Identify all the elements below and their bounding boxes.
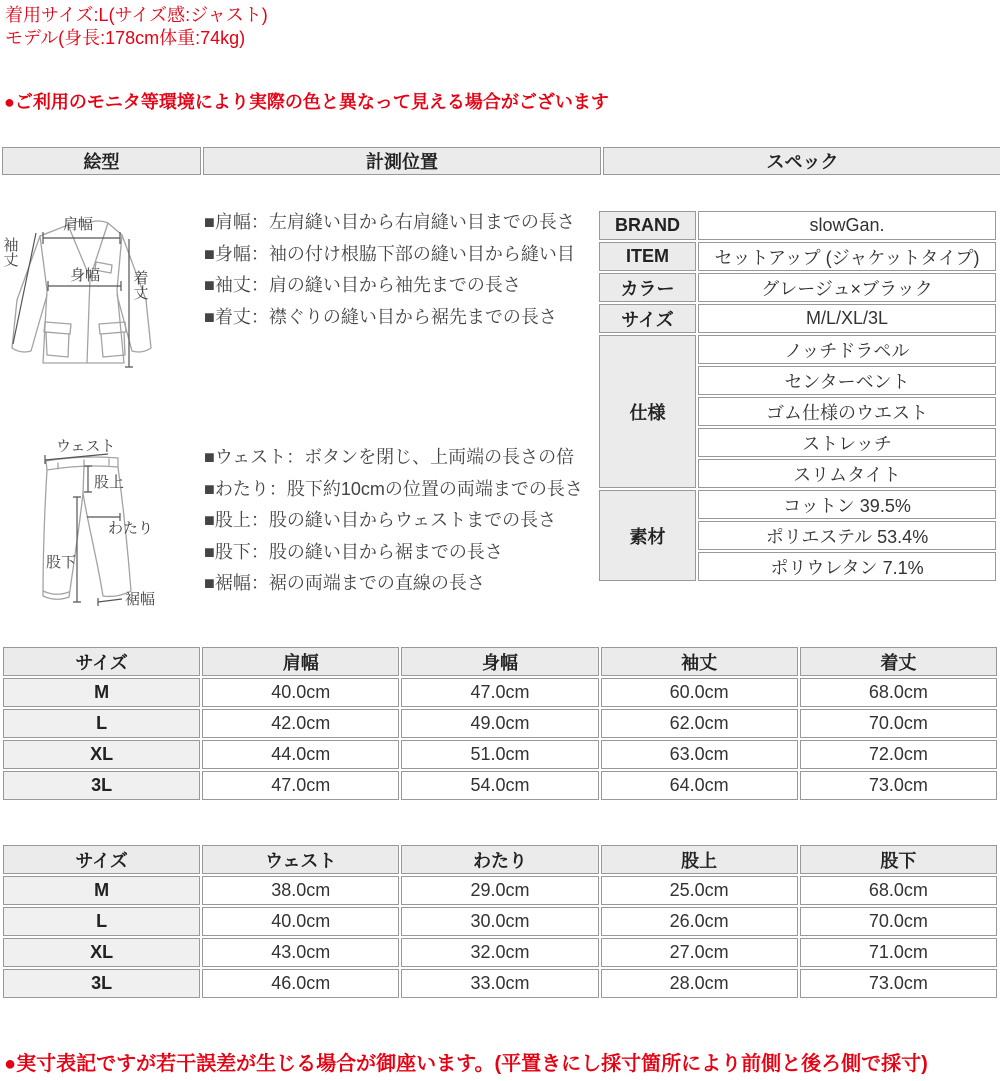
size-cell: XL bbox=[3, 938, 200, 967]
guide-header-measure-position: 計測位置 bbox=[203, 147, 601, 175]
value-cell: 47.0cm bbox=[202, 771, 399, 800]
jacket-size-header-row bbox=[3, 647, 997, 676]
table-row bbox=[3, 740, 997, 769]
value-cell: 40.0cm bbox=[202, 678, 399, 707]
col-header-sleeve: 袖丈 bbox=[601, 647, 798, 676]
value-cell: 71.0cm bbox=[800, 938, 997, 967]
col-header-waist: ウェスト bbox=[202, 845, 399, 874]
spec-feature-value: ノッチドラペル bbox=[698, 335, 996, 364]
pants-measure-descriptions bbox=[204, 442, 604, 600]
size-cell: L bbox=[3, 709, 200, 738]
value-cell: 60.0cm bbox=[601, 678, 798, 707]
spec-table bbox=[597, 209, 998, 583]
desc-shoulder: ■肩幅：左肩縫い目から右肩縫い目までの長さ bbox=[204, 212, 575, 232]
value-cell: 25.0cm bbox=[601, 876, 798, 905]
value-cell: 43.0cm bbox=[202, 938, 399, 967]
pants-line-drawing-icon bbox=[0, 430, 200, 630]
wear-size-line: 着用サイズ:L(サイズ感:ジャスト) bbox=[5, 5, 268, 25]
table-row bbox=[3, 907, 997, 936]
spec-brand-value: slowGan. bbox=[698, 211, 996, 240]
desc-inseam: ■股下：股の縫い目から裾までの長さ bbox=[204, 541, 503, 562]
spec-material-value: ポリエステル 53.4% bbox=[698, 521, 996, 550]
table-row bbox=[3, 938, 997, 967]
value-cell: 51.0cm bbox=[401, 740, 598, 769]
spec-brand-label: BRAND bbox=[599, 211, 696, 240]
spec-material-value: コットン 39.5% bbox=[698, 490, 996, 519]
spec-color-label: カラー bbox=[599, 273, 696, 302]
value-cell: 68.0cm bbox=[800, 678, 997, 707]
col-header-size: サイズ bbox=[3, 845, 200, 874]
table-row bbox=[3, 709, 997, 738]
jacket-sleeve-label: 袖丈 bbox=[1, 237, 19, 267]
value-cell: 40.0cm bbox=[202, 907, 399, 936]
table-row bbox=[3, 771, 997, 800]
jacket-figure bbox=[0, 200, 200, 385]
value-cell: 72.0cm bbox=[800, 740, 997, 769]
spec-color-value: グレージュ×ブラック bbox=[698, 273, 996, 302]
table-row bbox=[3, 969, 997, 998]
spec-size-label: サイズ bbox=[599, 304, 696, 333]
desc-length: ■着丈：襟ぐりの縫い目から裾先までの長さ bbox=[204, 306, 557, 327]
desc-sleeve: ■袖丈：肩の縫い目から袖先までの長さ bbox=[204, 275, 521, 295]
table-row bbox=[3, 876, 997, 905]
monitor-color-notice: ●ご利用のモニタ等環境により実際の色と異なって見える場合がございます bbox=[4, 92, 609, 112]
value-cell: 70.0cm bbox=[800, 709, 997, 738]
spec-feature-value: ストレッチ bbox=[698, 428, 996, 457]
value-cell: 33.0cm bbox=[401, 969, 598, 998]
value-cell: 54.0cm bbox=[401, 771, 598, 800]
guide-header-illustration: 絵型 bbox=[2, 147, 201, 175]
value-cell: 32.0cm bbox=[401, 938, 598, 967]
col-header-size: サイズ bbox=[3, 647, 200, 676]
spec-item-value: セットアップ (ジャケットタイプ) bbox=[698, 242, 996, 271]
desc-waist: ■ウェスト：ボタンを閉じ、上両端の長さの倍 bbox=[204, 447, 575, 467]
model-info-line: モデル(身長:178cm体重:74kg) bbox=[5, 28, 246, 48]
value-cell: 29.0cm bbox=[401, 876, 598, 905]
col-header-thigh: わたり bbox=[401, 845, 598, 874]
desc-thigh: ■わたり：股下約10cmの位置の両端までの長さ bbox=[204, 478, 583, 499]
guide-header-spec: スペック bbox=[603, 147, 1000, 175]
jacket-body-width-label: 身幅 bbox=[70, 267, 101, 284]
size-cell: 3L bbox=[3, 969, 200, 998]
guide-header-table bbox=[0, 145, 1000, 177]
value-cell: 27.0cm bbox=[601, 938, 798, 967]
spec-size-value: M/L/XL/3L bbox=[698, 304, 996, 333]
value-cell: 38.0cm bbox=[202, 876, 399, 905]
pants-thigh-label: わたり bbox=[108, 520, 154, 537]
value-cell: 47.0cm bbox=[401, 678, 598, 707]
pants-inseam-label: 股下 bbox=[46, 554, 77, 571]
pants-rise-label: 股上 bbox=[94, 474, 125, 491]
value-cell: 28.0cm bbox=[601, 969, 798, 998]
value-cell: 62.0cm bbox=[601, 709, 798, 738]
pants-size-header-row bbox=[3, 845, 997, 874]
col-header-rise: 股上 bbox=[601, 845, 798, 874]
desc-rise: ■股上：股の縫い目からウェストまでの長さ bbox=[204, 510, 557, 530]
jacket-size-table bbox=[1, 645, 999, 802]
table-row bbox=[3, 678, 997, 707]
value-cell: 70.0cm bbox=[800, 907, 997, 936]
jacket-measure-descriptions bbox=[204, 207, 604, 333]
value-cell: 26.0cm bbox=[601, 907, 798, 936]
value-cell: 49.0cm bbox=[401, 709, 598, 738]
spec-feature-value: ゴム仕様のウエスト bbox=[698, 397, 996, 426]
pants-waist-label: ウェスト bbox=[56, 438, 116, 455]
size-cell: XL bbox=[3, 740, 200, 769]
spec-feature-value: センターベント bbox=[698, 366, 996, 395]
jacket-length-label: 着丈 bbox=[131, 270, 149, 300]
jacket-shoulder-label: 肩幅 bbox=[63, 216, 94, 233]
size-cell: M bbox=[3, 678, 200, 707]
desc-body-width: ■身幅：袖の付け根脇下部の縫い目から縫い目 bbox=[204, 243, 575, 264]
value-cell: 46.0cm bbox=[202, 969, 399, 998]
measurement-tolerance-notice: ●実寸表記ですが若干誤差が生じる場合が御座います。(平置きにし採寸箇所により前側と後ろ側で採寸) bbox=[4, 1053, 928, 1075]
value-cell: 68.0cm bbox=[800, 876, 997, 905]
value-cell: 42.0cm bbox=[202, 709, 399, 738]
size-cell: L bbox=[3, 907, 200, 936]
value-cell: 63.0cm bbox=[601, 740, 798, 769]
pants-size-table bbox=[1, 843, 999, 1000]
size-cell: 3L bbox=[3, 771, 200, 800]
value-cell: 73.0cm bbox=[800, 969, 997, 998]
pants-hem-label: 裾幅 bbox=[125, 591, 156, 608]
value-cell: 30.0cm bbox=[401, 907, 598, 936]
desc-hem: ■裾幅：裾の両端までの直線の長さ bbox=[204, 573, 485, 593]
jacket-line-drawing-icon bbox=[0, 200, 200, 380]
spec-feature-value: スリムタイト bbox=[698, 459, 996, 488]
wearing-info bbox=[5, 4, 268, 50]
value-cell: 64.0cm bbox=[601, 771, 798, 800]
value-cell: 73.0cm bbox=[800, 771, 997, 800]
spec-material-value: ポリウレタン 7.1% bbox=[698, 552, 996, 581]
col-header-length: 着丈 bbox=[800, 647, 997, 676]
col-header-inseam: 股下 bbox=[800, 845, 997, 874]
col-header-shoulder: 肩幅 bbox=[202, 647, 399, 676]
col-header-body-width: 身幅 bbox=[401, 647, 598, 676]
spec-item-label: ITEM bbox=[599, 242, 696, 271]
size-cell: M bbox=[3, 876, 200, 905]
value-cell: 44.0cm bbox=[202, 740, 399, 769]
spec-materials-label: 素材 bbox=[599, 490, 696, 581]
pants-figure bbox=[0, 430, 200, 635]
spec-features-label: 仕様 bbox=[599, 335, 696, 488]
